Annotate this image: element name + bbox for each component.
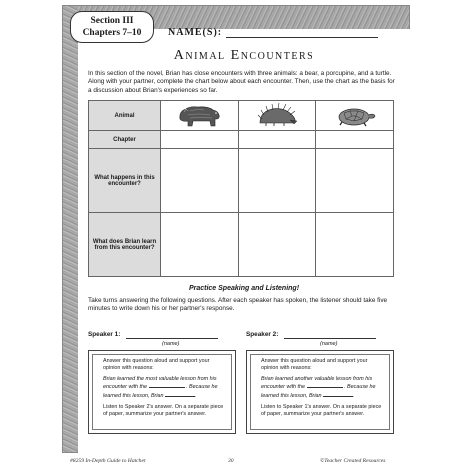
speaker-2-prompt: Answer this question aloud and support your opinion with reasons: xyxy=(261,358,368,371)
speaker-2-question xyxy=(261,376,383,400)
names-label: NAME(S): xyxy=(168,27,223,38)
what-learned-cell-porcupine[interactable] xyxy=(238,213,316,277)
turtle-icon xyxy=(332,103,378,129)
what-learned-cell-turtle[interactable] xyxy=(316,213,394,277)
section-badge xyxy=(70,11,154,43)
speaker-2-listen-instructions: Listen to Speaker 1's answer. On a separate piece of paper, summarize your partner's answer. xyxy=(261,403,382,417)
footer-page-number: 30 xyxy=(228,458,234,464)
speaker-2-name-field[interactable] xyxy=(284,338,376,339)
speaker-2-animal-blank[interactable] xyxy=(307,382,343,388)
names-field[interactable] xyxy=(226,37,378,38)
speaker-1-question-a: Brian learned the most valuable lesson from his encounter with the xyxy=(103,375,217,391)
bear-icon xyxy=(176,103,222,129)
chapter-cell-porcupine[interactable] xyxy=(238,131,316,149)
speaker-1-question-b: . Because he learned this lesson, Brian xyxy=(103,384,218,400)
speaker-1-question-c: . xyxy=(195,393,197,400)
speaker-2-name-caption: (name) xyxy=(320,341,338,347)
chapter-cell-bear[interactable] xyxy=(161,131,239,149)
speaker-2-question-c: . xyxy=(353,393,355,400)
what-happens-cell-turtle[interactable] xyxy=(316,149,394,213)
practice-instructions: Take turns answering the following questions. After each speaker has spoken, the listener should take five minutes to write down his or her partner's response. xyxy=(88,297,388,313)
row-label-chapter: Chapter xyxy=(89,131,161,149)
speaker-1-prompt-inner xyxy=(92,354,232,430)
encounter-chart xyxy=(88,100,394,277)
speaker-1-prompt: Answer this question aloud and support your opinion with reasons: xyxy=(103,358,210,371)
turtle-cell xyxy=(316,101,394,131)
chapter-cell-turtle[interactable] xyxy=(316,131,394,149)
chart-row-chapter xyxy=(89,131,394,149)
speaker-1-listen-instructions: Listen to Speaker 2's answer. On a separate piece of paper, summarize your partner's answer. xyxy=(103,403,224,417)
what-learned-cell-bear[interactable] xyxy=(161,213,239,277)
speaker-1-label: Speaker 1: xyxy=(88,331,121,338)
porcupine-icon xyxy=(254,103,300,129)
speaker-2-question-a: Brian learned another valuable lesson from his encounter with the xyxy=(261,375,373,391)
what-happens-cell-bear[interactable] xyxy=(161,149,239,213)
footer-copyright: ©Teacher Created Resources xyxy=(320,458,386,464)
porcupine-cell xyxy=(238,101,316,131)
chart-row-what-happens xyxy=(89,149,394,213)
footer-guide-title: #8259 In-Depth Guide to Hatchet xyxy=(70,458,146,464)
page-title: Animal Encounters xyxy=(173,48,315,63)
chart-row-what-learned xyxy=(89,213,394,277)
what-happens-cell-porcupine[interactable] xyxy=(238,149,316,213)
row-label-animal: Animal xyxy=(89,101,161,131)
speaker-1-animal-blank[interactable] xyxy=(149,382,185,388)
intro-paragraph: In this section of the novel, Brian has close encounters with three animals: a bear, a porcupine, and a turtle. Along with your partner, complete the chart below about each encounter. Then, use the chart as the basis for a discussion about Brian's experiences so far. xyxy=(88,70,395,94)
speaker-2-prompt-inner xyxy=(250,354,390,430)
speaker-1-lesson-blank[interactable] xyxy=(165,391,197,400)
chart-row-animal xyxy=(89,101,394,131)
practice-heading: Practice Speaking and Listening! xyxy=(188,285,300,292)
row-label-what-learned: What does Brian learn from this encounter? xyxy=(89,213,161,277)
speaker-1-question xyxy=(103,376,225,400)
speaker-2-label: Speaker 2: xyxy=(246,331,279,338)
row-label-what-happens: What happens in this encounter? xyxy=(89,149,161,213)
section-number: Section III xyxy=(90,16,134,26)
speaker-1-prompt-box xyxy=(88,350,236,434)
speaker-1-name-caption: (name) xyxy=(162,341,180,347)
bear-cell xyxy=(161,101,239,131)
chapters-range: Chapters 7–10 xyxy=(82,28,142,38)
speaker-2-question-b: . Because he learned this lesson, Brian xyxy=(261,384,376,400)
speaker-1-name-field[interactable] xyxy=(126,338,218,339)
speaker-2-lesson-blank[interactable] xyxy=(323,391,355,400)
speaker-2-prompt-box xyxy=(246,350,394,434)
